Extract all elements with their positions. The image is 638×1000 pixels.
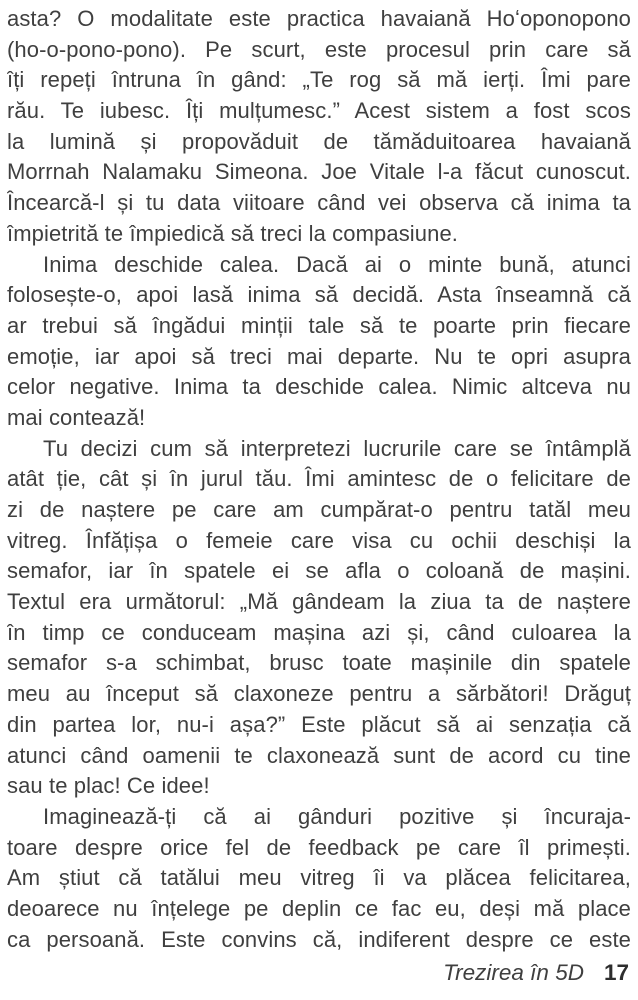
text-line: în timp ce conduceam mașina azi și, când culoarea la <box>7 619 631 645</box>
text-line: atât ție, cât și în jurul tău. Îmi amintesc de o felicitare de <box>7 466 631 492</box>
page-number: 17 <box>603 960 629 985</box>
text-line: celor negative. Inima ta deschide calea. Nimic altceva nu <box>7 374 631 400</box>
text-line: deoarece nu înțelege pe deplin ce fac eu, deși mă place <box>7 895 631 921</box>
text-line: atunci când oamenii te claxonează sunt de acord cu tine <box>7 742 631 768</box>
text-line: la lumină și propovăduit de tămăduitoarea havaiană <box>7 128 631 154</box>
text-line: zi de naștere pe care am cumpărat-o pentru tatăl meu <box>7 497 631 522</box>
text-line: (ho-o-pono-pono). Pe scurt, este procesul prin care să <box>7 36 631 62</box>
text-line: rău. Te iubesc. Îți mulțumesc.” Acest sistem a fost scos <box>7 98 631 124</box>
text-line: emoție, iar apoi să treci mai departe. Nu te opri asupra <box>7 343 631 369</box>
text-line: ca persoană. Este convins că, indiferent despre ce este <box>7 926 631 952</box>
text-line: toare despre orice fel de feedback pe care îl primești. <box>7 834 631 860</box>
text-line: mai contează! <box>7 404 146 430</box>
text-line: meu au început să claxoneze pentru a sărbători! Drăguț <box>7 681 631 707</box>
text-line: Imaginează-ți că ai gânduri pozitive și încuraja- <box>43 803 631 829</box>
text-line: Tu decizi cum să interpretezi lucrurile care se întâmplă <box>43 435 631 461</box>
text-line: semafor, iar în spatele ei se afla o coloană de mașini. <box>7 558 631 584</box>
text-line: Am știut că tatălui meu vitreg îi va plăcea felicitarea, <box>7 865 631 891</box>
text-line: Textul era următorul: „Mă gândeam la ziua ta de naștere <box>7 589 631 615</box>
text-line: împietrită te împiedică să treci la compasiune. <box>7 220 459 246</box>
text-line: sau te plac! Ce idee! <box>7 773 210 799</box>
text-line: semafor s-a schimbat, brusc toate mașinile din spatele <box>7 650 631 676</box>
text-line: ar trebui să îngădui minții tale să te poarte prin fiecare <box>7 312 631 338</box>
text-line: Încearcă-l și tu data viitoare când vei observa că inima ta <box>7 190 631 216</box>
book-title: Trezirea în 5D <box>443 960 584 985</box>
page-footer <box>443 958 629 988</box>
text-line: Inima deschide calea. Dacă ai o minte bună, atunci <box>43 251 631 277</box>
text-line: Morrnah Nalamaku Simeona. Joe Vitale l-a făcut cunoscut. <box>7 159 631 185</box>
text-line: îți repeți întruna în gând: „Te rog să mă ierți. Îmi pare <box>7 67 631 93</box>
text-line: asta? O modalitate este practica havaiană Hoʻoponopono <box>7 6 631 31</box>
text-line: din partea lor, nu-i așa?” Este plăcut să ai senzația că <box>7 711 631 737</box>
text-line: vitreg. Înfățișa o femeie care visa cu ochii deschiși la <box>7 527 631 553</box>
page-body <box>7 4 631 955</box>
text-line: folosește-o, apoi lasă inima să decidă. Asta înseamnă că <box>7 282 631 308</box>
